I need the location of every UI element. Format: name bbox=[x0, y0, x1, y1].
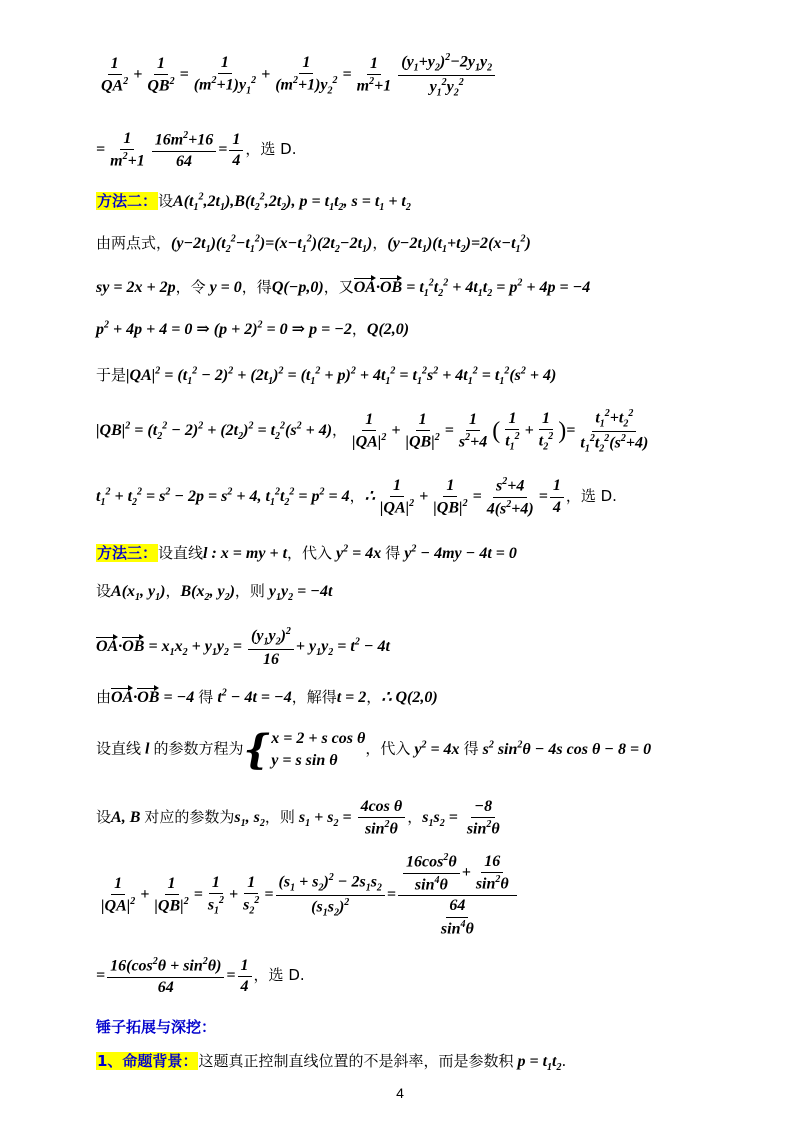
two-point-line: 由两点式，$(y-2t_1)(t_2^2-t_1^2)=(x-t_1^2)(2t_2-2t_1)$，$(y-2t_1)(t_1+t_2)=2(x-t_1^2)$ bbox=[96, 233, 531, 256]
extension-line bbox=[96, 1016, 216, 1037]
reciprocal-line: $\frac{1}{|QA|^2}$ + $\frac{1}{|QB|^2}$ = $\frac{1}{s_1^2}$ + $\frac{1}{s_2^2}$ = $\frac{(s_1 + s_2)^2 - 2s_1s_2}{(s_1s_2)^2}$ = $\frac{16\cos^2\theta}{\sin^4\theta}$ + $\frac{16}{\sin^2\theta}$ $\frac{64}{\sin^4\theta}$ bbox=[96, 852, 519, 939]
p-line: $p^2 + 4p + 4 = 0$ ⇒ $(p + 2)^2 = 0$ ⇒ p = −2，Q(2,0) bbox=[96, 319, 410, 338]
sy-line: sy = 2x + 2p，令 y = 0，得Q(−p,0)，又$OA\cdot OB = t_1^2t_2^2 + 4t_1t_2 = p^2 + 4p = -4$ bbox=[96, 277, 591, 300]
sum-line: $t_1^2 + t_2^2 = s^2 - 2p = s^2 + 4$, $t_1^2t_2^2 = p^2 = 4$，∴ $\frac{1}{|QA|^2}$ + $\frac{1}{|QB|^2}$ = $\frac{s^2+4}{4(s^2+4)}$ = $\frac{1}{4}$ ，选 D. bbox=[96, 476, 617, 518]
final-line: = $\frac{16(\cos^2\theta + \sin^2\theta)}{64}$ = $\frac{1}{4}$ ，选 D. bbox=[96, 956, 305, 996]
qb-line: $|QB|^2 = (t_2^2 - 2)^2 + (2t_2)^2 = t_2^2(s^2 + 4)$， $\frac{1}{|QA|^2}$ + $\frac{1}{|QB|^2}$ = $\frac{1}{s^2+4}$ ( $\frac{1}{t_1^2}$ + $\frac{1}{t_2^2}$ )= $\frac{t_1^2+t_2^2}{t_1^2t_2^2(s^2+4)}$ bbox=[96, 408, 649, 455]
page-number: 4 bbox=[396, 1085, 404, 1101]
param-line: 设直线 l 的参数方程为 { x = 2 + s cos θ y = s sin θ ，代入 $y^2 = 4x$ 得 $s^2$ $\sin^2\theta - 4s$ cos θ − 8 = 0 bbox=[96, 725, 652, 773]
solve-t-line: 由OA·OB = −4 得 $t^2 - 4t = -4$，解得t = 2，∴ Q(2,0) bbox=[96, 687, 438, 706]
qa-line: 于是$|QA|^2 = (t_1^2 - 2)^2 + (2t_1)^2 = (t_1^2 + p)^2 + 4t_1^2 = t_1^2s^2 + 4t_1^2 = t_1^2(s^2 + 4)$ bbox=[96, 365, 557, 388]
formula-line-1: $\frac{1}{QA^2}$ + $\frac{1}{QB^2}$ = $\frac{1}{(m^2+1)y_1^2}$ + $\frac{1}{(m^2+1)y_2^2}$ = $\frac{1}{m^2+1}$ $\frac{(y_1+y_2)^2-2y_1y_2}{y_1^2y_2^2}$ bbox=[96, 52, 497, 99]
set-ab-line: 设$A(x_1$, $y_1$)，$B(x_2$, $y_2$)，则 $y_1y_2 = -4t$ bbox=[96, 582, 333, 604]
method2-label: 方法二： bbox=[97, 192, 158, 210]
extension-heading: 锤子拓展与深挖： bbox=[96, 1018, 217, 1036]
method3-line: 方法三：设直线l : x = my + t，代入 $y^2 = 4x$ 得 $y^2 - 4my - 4t = 0$ bbox=[97, 543, 517, 562]
param-ab-line: 设A, B 对应的参数为$s_1$, $s_2$，则 $s_1 + s_2$ = $\frac{\text{4cos θ}}{\sin^2\theta}$ ，$s_1s_2$ = $\frac{-8}{\sin^2\theta}$ bbox=[96, 798, 500, 838]
method3-label: 方法三： bbox=[97, 544, 158, 562]
background-label: 1、命题背景： bbox=[97, 1052, 198, 1070]
background-line: 1、命题背景：这题真正控制直线位置的不是斜率，而是参数积 $p = t_1t_2$. bbox=[97, 1052, 567, 1074]
choose-d-text: ，选 D. bbox=[245, 140, 297, 159]
dot-product-line: $OA\cdot OB = x_1x_2 + y_1y_2$ = $\frac{(y_1y_2)^2}{16}$ + $y_1y_2 = t^2 - 4t$ bbox=[96, 626, 390, 669]
background-text: 这题真正控制直线位置的不是斜率，而是参数积 bbox=[198, 1052, 514, 1070]
method2-line: 方法二：设$A(t_1^2,2t_1),B(t_2^2,2t_2)$, $p = t_1t_2$, $s = t_1 + t_2$ bbox=[97, 191, 411, 214]
formula-line-2: = $\frac{1}{m^2+1}$ $\frac{16m^2+16}{64}$ = $\frac{1}{4}$ ，选 D. bbox=[96, 130, 297, 170]
